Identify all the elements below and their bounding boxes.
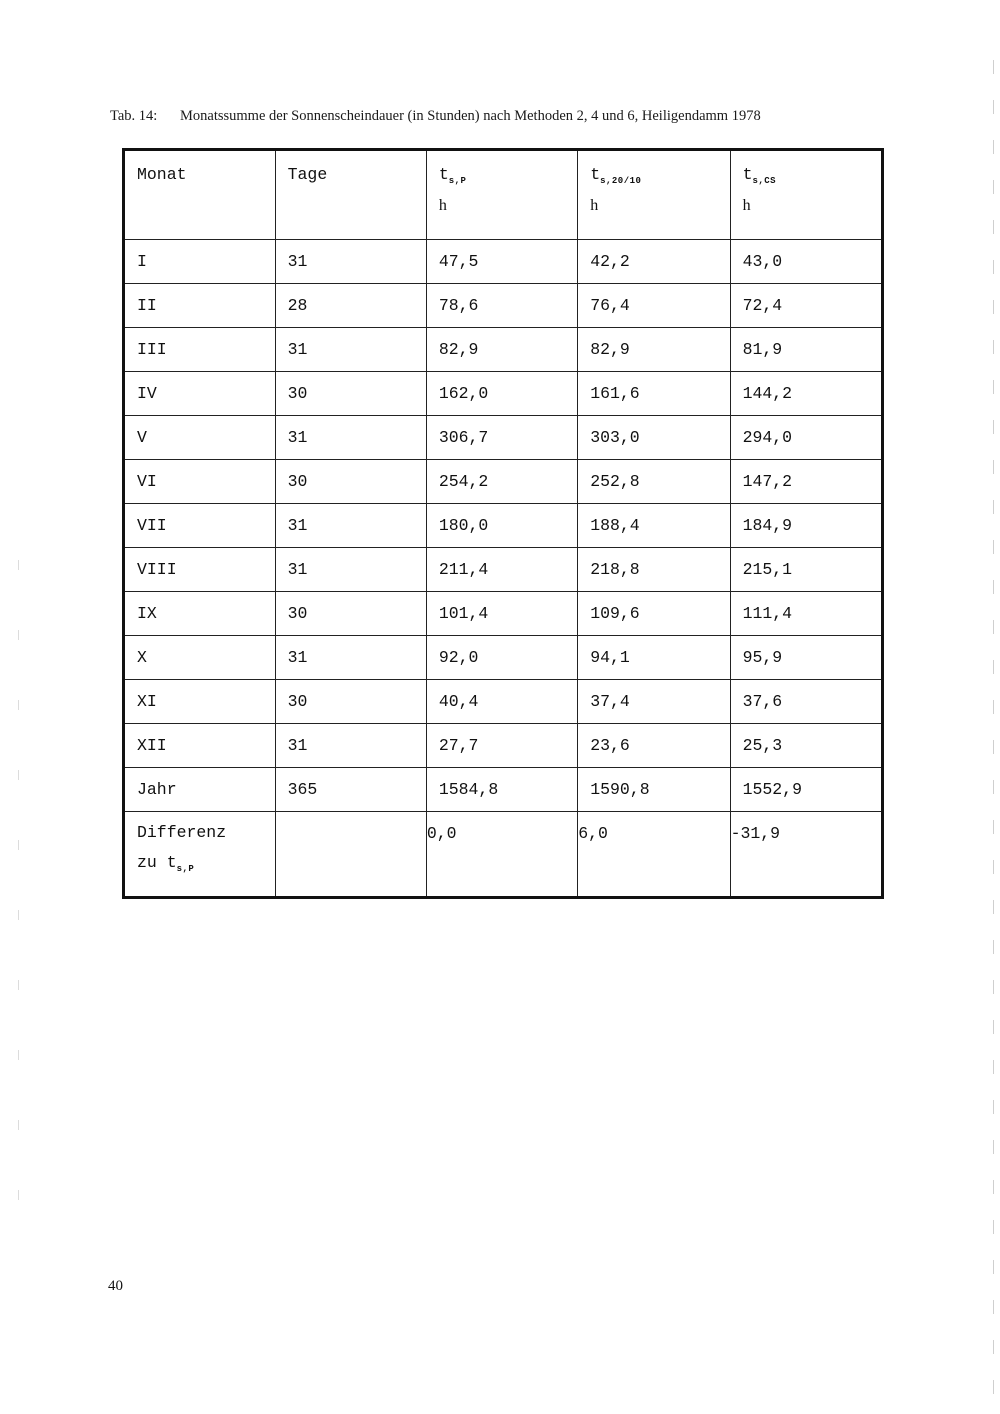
days-cell: 30 [275, 592, 426, 636]
table-title: Monatssumme der Sonnenscheindauer (in Stunden) nach Methoden 2, 4 und 6, Heiligendamm 1978 [180, 108, 761, 124]
scan-edge-mark [993, 60, 994, 1400]
value-method-p: 211,4 [426, 548, 577, 592]
month-cell: XI [124, 680, 276, 724]
days-cell: 31 [275, 548, 426, 592]
days-cell: 31 [275, 636, 426, 680]
difference-days-empty [275, 812, 426, 898]
difference-method-p: 0,0 [426, 812, 577, 898]
value-method-20-10: 1590,8 [578, 768, 730, 812]
month-cell: XII [124, 724, 276, 768]
month-cell: VII [124, 504, 276, 548]
header-symbol: t [742, 165, 753, 184]
month-cell: II [124, 284, 276, 328]
days-cell: 30 [275, 372, 426, 416]
header-symbol: t [590, 165, 601, 184]
table-row [124, 460, 883, 504]
table-row [124, 636, 883, 680]
table-row [124, 504, 883, 548]
value-method-20-10: 161,6 [578, 372, 730, 416]
table-row [124, 284, 883, 328]
value-method-cs: 81,9 [730, 328, 882, 372]
value-method-p: 101,4 [426, 592, 577, 636]
value-method-20-10: 188,4 [578, 504, 730, 548]
month-cell: IX [124, 592, 276, 636]
value-method-cs: 184,9 [730, 504, 882, 548]
value-method-p: 92,0 [426, 636, 577, 680]
value-method-p: 27,7 [426, 724, 577, 768]
header-subscript: s,CS [752, 176, 777, 186]
value-method-cs: 1552,9 [730, 768, 882, 812]
value-method-cs: 25,3 [730, 724, 882, 768]
value-method-cs: 215,1 [730, 548, 882, 592]
table-row [124, 548, 883, 592]
table-row [124, 768, 883, 812]
scan-edge-mark [18, 560, 19, 1260]
month-cell: IV [124, 372, 276, 416]
value-method-20-10: 76,4 [578, 284, 730, 328]
header-method-cs [730, 150, 882, 240]
value-method-20-10: 82,9 [578, 328, 730, 372]
value-method-cs: 95,9 [730, 636, 882, 680]
value-method-cs: 43,0 [730, 240, 882, 284]
value-method-cs: 111,4 [730, 592, 882, 636]
value-method-20-10: 23,6 [578, 724, 730, 768]
table-row [124, 240, 883, 284]
value-method-20-10: 218,8 [578, 548, 730, 592]
value-method-20-10: 109,6 [578, 592, 730, 636]
value-method-p: 40,4 [426, 680, 577, 724]
days-cell: 31 [275, 416, 426, 460]
table-number: Tab. 14: [110, 108, 158, 124]
value-method-p: 254,2 [426, 460, 577, 504]
value-method-20-10: 37,4 [578, 680, 730, 724]
table-caption [110, 108, 761, 125]
value-method-cs: 37,6 [730, 680, 882, 724]
month-cell: VIII [124, 548, 276, 592]
days-cell: 31 [275, 240, 426, 284]
value-method-p: 47,5 [426, 240, 577, 284]
table-row [124, 372, 883, 416]
value-method-cs: 147,2 [730, 460, 882, 504]
value-method-cs: 72,4 [730, 284, 882, 328]
value-method-p: 306,7 [426, 416, 577, 460]
month-cell: Jahr [124, 768, 276, 812]
value-method-20-10: 252,8 [578, 460, 730, 504]
header-symbol: t [438, 165, 449, 184]
difference-label: Differenz zu $t_{s,P}$ [124, 812, 276, 898]
sunshine-table [122, 148, 884, 899]
month-cell: I [124, 240, 276, 284]
days-cell: 31 [275, 328, 426, 372]
header-unit: h [742, 197, 751, 214]
days-cell: 365 [275, 768, 426, 812]
value-method-p: 82,9 [426, 328, 577, 372]
days-cell: 28 [275, 284, 426, 328]
days-cell: 31 [275, 724, 426, 768]
value-method-p: 162,0 [426, 372, 577, 416]
header-row [124, 150, 883, 240]
value-method-20-10: 94,1 [578, 636, 730, 680]
value-method-p: 78,6 [426, 284, 577, 328]
days-cell: 31 [275, 504, 426, 548]
difference-method-cs: -31,9 [730, 812, 882, 898]
header-month: Monat [124, 150, 276, 240]
value-method-cs: 294,0 [730, 416, 882, 460]
header-subscript: s,20/10 [600, 176, 642, 186]
header-days: Tage [275, 150, 426, 240]
value-method-20-10: 303,0 [578, 416, 730, 460]
page-number: 40 [108, 1278, 123, 1294]
header-method-20-10 [578, 150, 730, 240]
header-subscript: s,P [448, 176, 467, 186]
difference-method-20-10: 6,0 [578, 812, 730, 898]
table-row [124, 592, 883, 636]
value-method-p: 180,0 [426, 504, 577, 548]
header-unit: h [438, 197, 447, 214]
value-method-cs: 144,2 [730, 372, 882, 416]
month-cell: V [124, 416, 276, 460]
header-unit: h [590, 197, 599, 214]
table-row [124, 416, 883, 460]
month-cell: X [124, 636, 276, 680]
month-cell: III [124, 328, 276, 372]
days-cell: 30 [275, 680, 426, 724]
month-cell: VI [124, 460, 276, 504]
days-cell: 30 [275, 460, 426, 504]
header-method-p [426, 150, 577, 240]
difference-row [124, 812, 883, 898]
table-row [124, 680, 883, 724]
value-method-p: 1584,8 [426, 768, 577, 812]
table-row [124, 328, 883, 372]
value-method-20-10: 42,2 [578, 240, 730, 284]
table-row [124, 724, 883, 768]
